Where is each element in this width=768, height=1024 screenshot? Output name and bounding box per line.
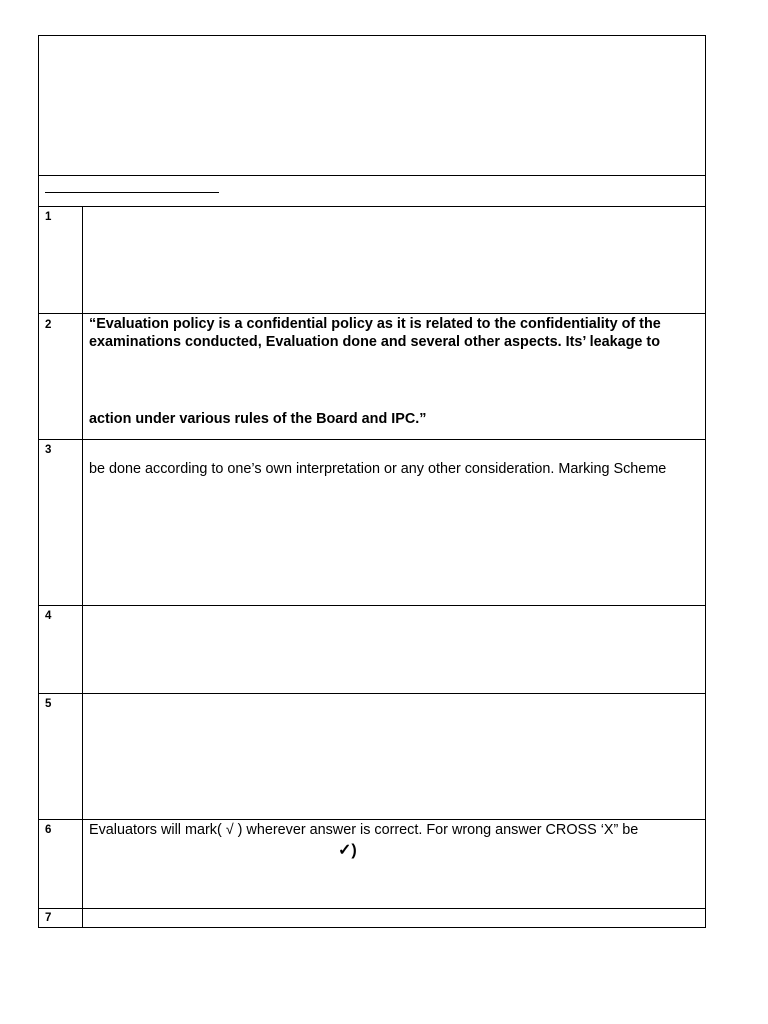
table-border-top — [38, 35, 706, 36]
table-border-right — [705, 35, 706, 928]
row-divider — [38, 313, 706, 314]
heading-underline — [45, 192, 219, 193]
policy-statement-line: examinations conducted, Evaluation done and several other aspects. Its’ leakage to — [89, 334, 661, 350]
table-border-bottom — [38, 927, 706, 928]
check-mark-icon: ✓) — [338, 842, 357, 859]
row-number: 1 — [45, 211, 52, 223]
row-number: 6 — [45, 824, 52, 836]
marking-scheme-text: be done according to one’s own interpretation or any other consideration. Marking Scheme — [89, 461, 667, 477]
row-divider — [38, 908, 706, 909]
evaluator-marking-text: Evaluators will mark( √ ) wherever answer is correct. For wrong answer CROSS ‘X” be — [89, 822, 639, 838]
header-bottom-divider — [38, 206, 706, 207]
row-divider — [38, 605, 706, 606]
row-divider — [38, 439, 706, 440]
row-number: 5 — [45, 698, 52, 710]
table-border-left — [38, 35, 39, 928]
row-number: 4 — [45, 610, 52, 622]
row-number: 2 — [45, 319, 52, 331]
row-number: 7 — [45, 912, 52, 924]
header-divider — [38, 175, 706, 176]
policy-statement-line: “Evaluation policy is a confidential policy as it is related to the confidentiality of the — [89, 316, 661, 332]
row-divider — [38, 693, 706, 694]
policy-statement-line: action under various rules of the Board and IPC.” — [89, 411, 427, 427]
row-divider — [38, 819, 706, 820]
row-number: 3 — [45, 444, 52, 456]
